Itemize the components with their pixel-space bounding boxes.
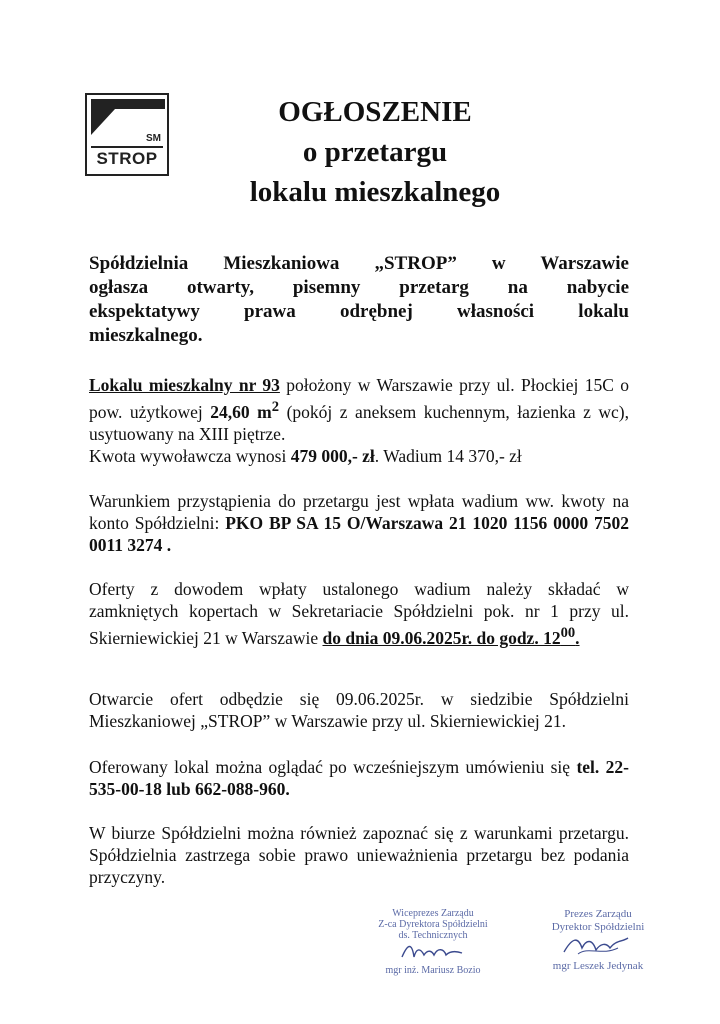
unit-area-sup: 2 xyxy=(271,399,280,415)
bank-account: PKO BP SA 15 O/Warszawa 21 1020 1156 0000 7502 0011 3274 . xyxy=(89,513,629,555)
right-role-1: Prezes Zarządu xyxy=(564,908,632,920)
phone-numbers: tel. 22-535-00-18 lub 662-088-960. xyxy=(89,757,629,799)
notice-text: W biurze Spółdzielni można również zapoznać się z warunkami przetargu. Spółdzielnia zastrzega sobie prawo unieważnienia przetargu bez podania przyczyny. xyxy=(89,823,629,887)
intro-line-3: ekspektatywy prawa odrębnej własności lokalu xyxy=(89,301,629,322)
left-role-3: ds. Technicznych xyxy=(398,930,468,941)
viewing-paragraph xyxy=(89,756,629,800)
right-role-2: Dyrektor Spółdzielni xyxy=(551,921,645,933)
right-name: mgr Leszek Jedynak xyxy=(552,960,644,972)
deadline-text: do dnia 09.06.2025r. do godz. 12 xyxy=(322,627,561,648)
deadline-end: . xyxy=(575,627,580,648)
offers-text: Oferty z dowodem wpłaty ustalonego wadium należy składać w zamkniętych kopertach w Sekretariacie Spółdzielni pok. nr 1 przy ul. Skierniewickiej 21 w Warszawie xyxy=(89,579,629,648)
offers-deadline xyxy=(322,625,580,648)
left-role-1: Wiceprezes Zarządu xyxy=(392,908,474,919)
left-role-2: Z-ca Dyrektora Spółdzielni xyxy=(378,919,488,930)
handwritten-signature-right xyxy=(558,934,638,958)
unit-text-1: położony w Warszawie przy ul. Płockiej 15C o pow. użytkowej xyxy=(89,375,629,422)
intro-line-1: Spółdzielnia Mieszkaniowa „STROP” w Warszawie xyxy=(89,253,629,274)
notice-paragraph xyxy=(89,822,629,888)
strop-logo xyxy=(85,93,169,176)
title-line-2: o przetargu xyxy=(302,136,448,168)
price-value: 479 000,- zł xyxy=(290,445,375,466)
unit-text-2: (pokój z aneksem kuchennym, łazienka z wc), usytuowany na XIII piętrze. xyxy=(89,401,629,444)
offers-paragraph xyxy=(89,578,629,649)
intro-line-4: mieszkalnego. xyxy=(89,325,203,346)
payment-text: Warunkiem przystąpienia do przetargu jest wpłata wadium ww. kwoty na konto Spółdzielni: xyxy=(89,491,629,533)
title-line-3: lokalu mieszkalnego xyxy=(249,176,501,208)
payment-paragraph xyxy=(89,490,629,556)
roof-icon xyxy=(87,95,167,135)
title-line-1: OGŁOSZENIE xyxy=(278,96,472,128)
opening-text: Otwarcie ofert odbędzie się 09.06.2025r. w siedzibie Spółdzielni Mieszkaniowej „STROP” w Warszawie przy ul. Skierniewickiej 21. xyxy=(89,689,629,731)
handwritten-signature-left xyxy=(398,941,468,963)
unit-paragraph xyxy=(89,374,629,467)
price-prefix: Kwota wywoławcza wynosi xyxy=(89,445,291,466)
signature-stamp-right xyxy=(528,908,668,973)
left-name: mgr inż. Mariusz Bozio xyxy=(385,965,481,976)
logo-sm-text: SM xyxy=(146,133,161,144)
opening-paragraph xyxy=(89,688,629,732)
deposit-text: . Wadium 14 370,- zł xyxy=(374,445,522,466)
viewing-text: Oferowany lokal można oglądać po wcześniejszym umówieniu się xyxy=(89,757,577,777)
signature-stamp-left xyxy=(358,908,508,976)
deadline-sup: 00 xyxy=(560,625,576,641)
intro-paragraph xyxy=(89,252,629,348)
logo-name-text: STROP xyxy=(91,146,163,169)
unit-label: Lokalu mieszkalny nr 93 xyxy=(89,375,280,395)
document-title xyxy=(175,92,575,212)
unit-area: 24,60 m xyxy=(210,401,272,422)
intro-line-2: ogłasza otwarty, pisemny przetarg na nabycie xyxy=(89,277,629,298)
